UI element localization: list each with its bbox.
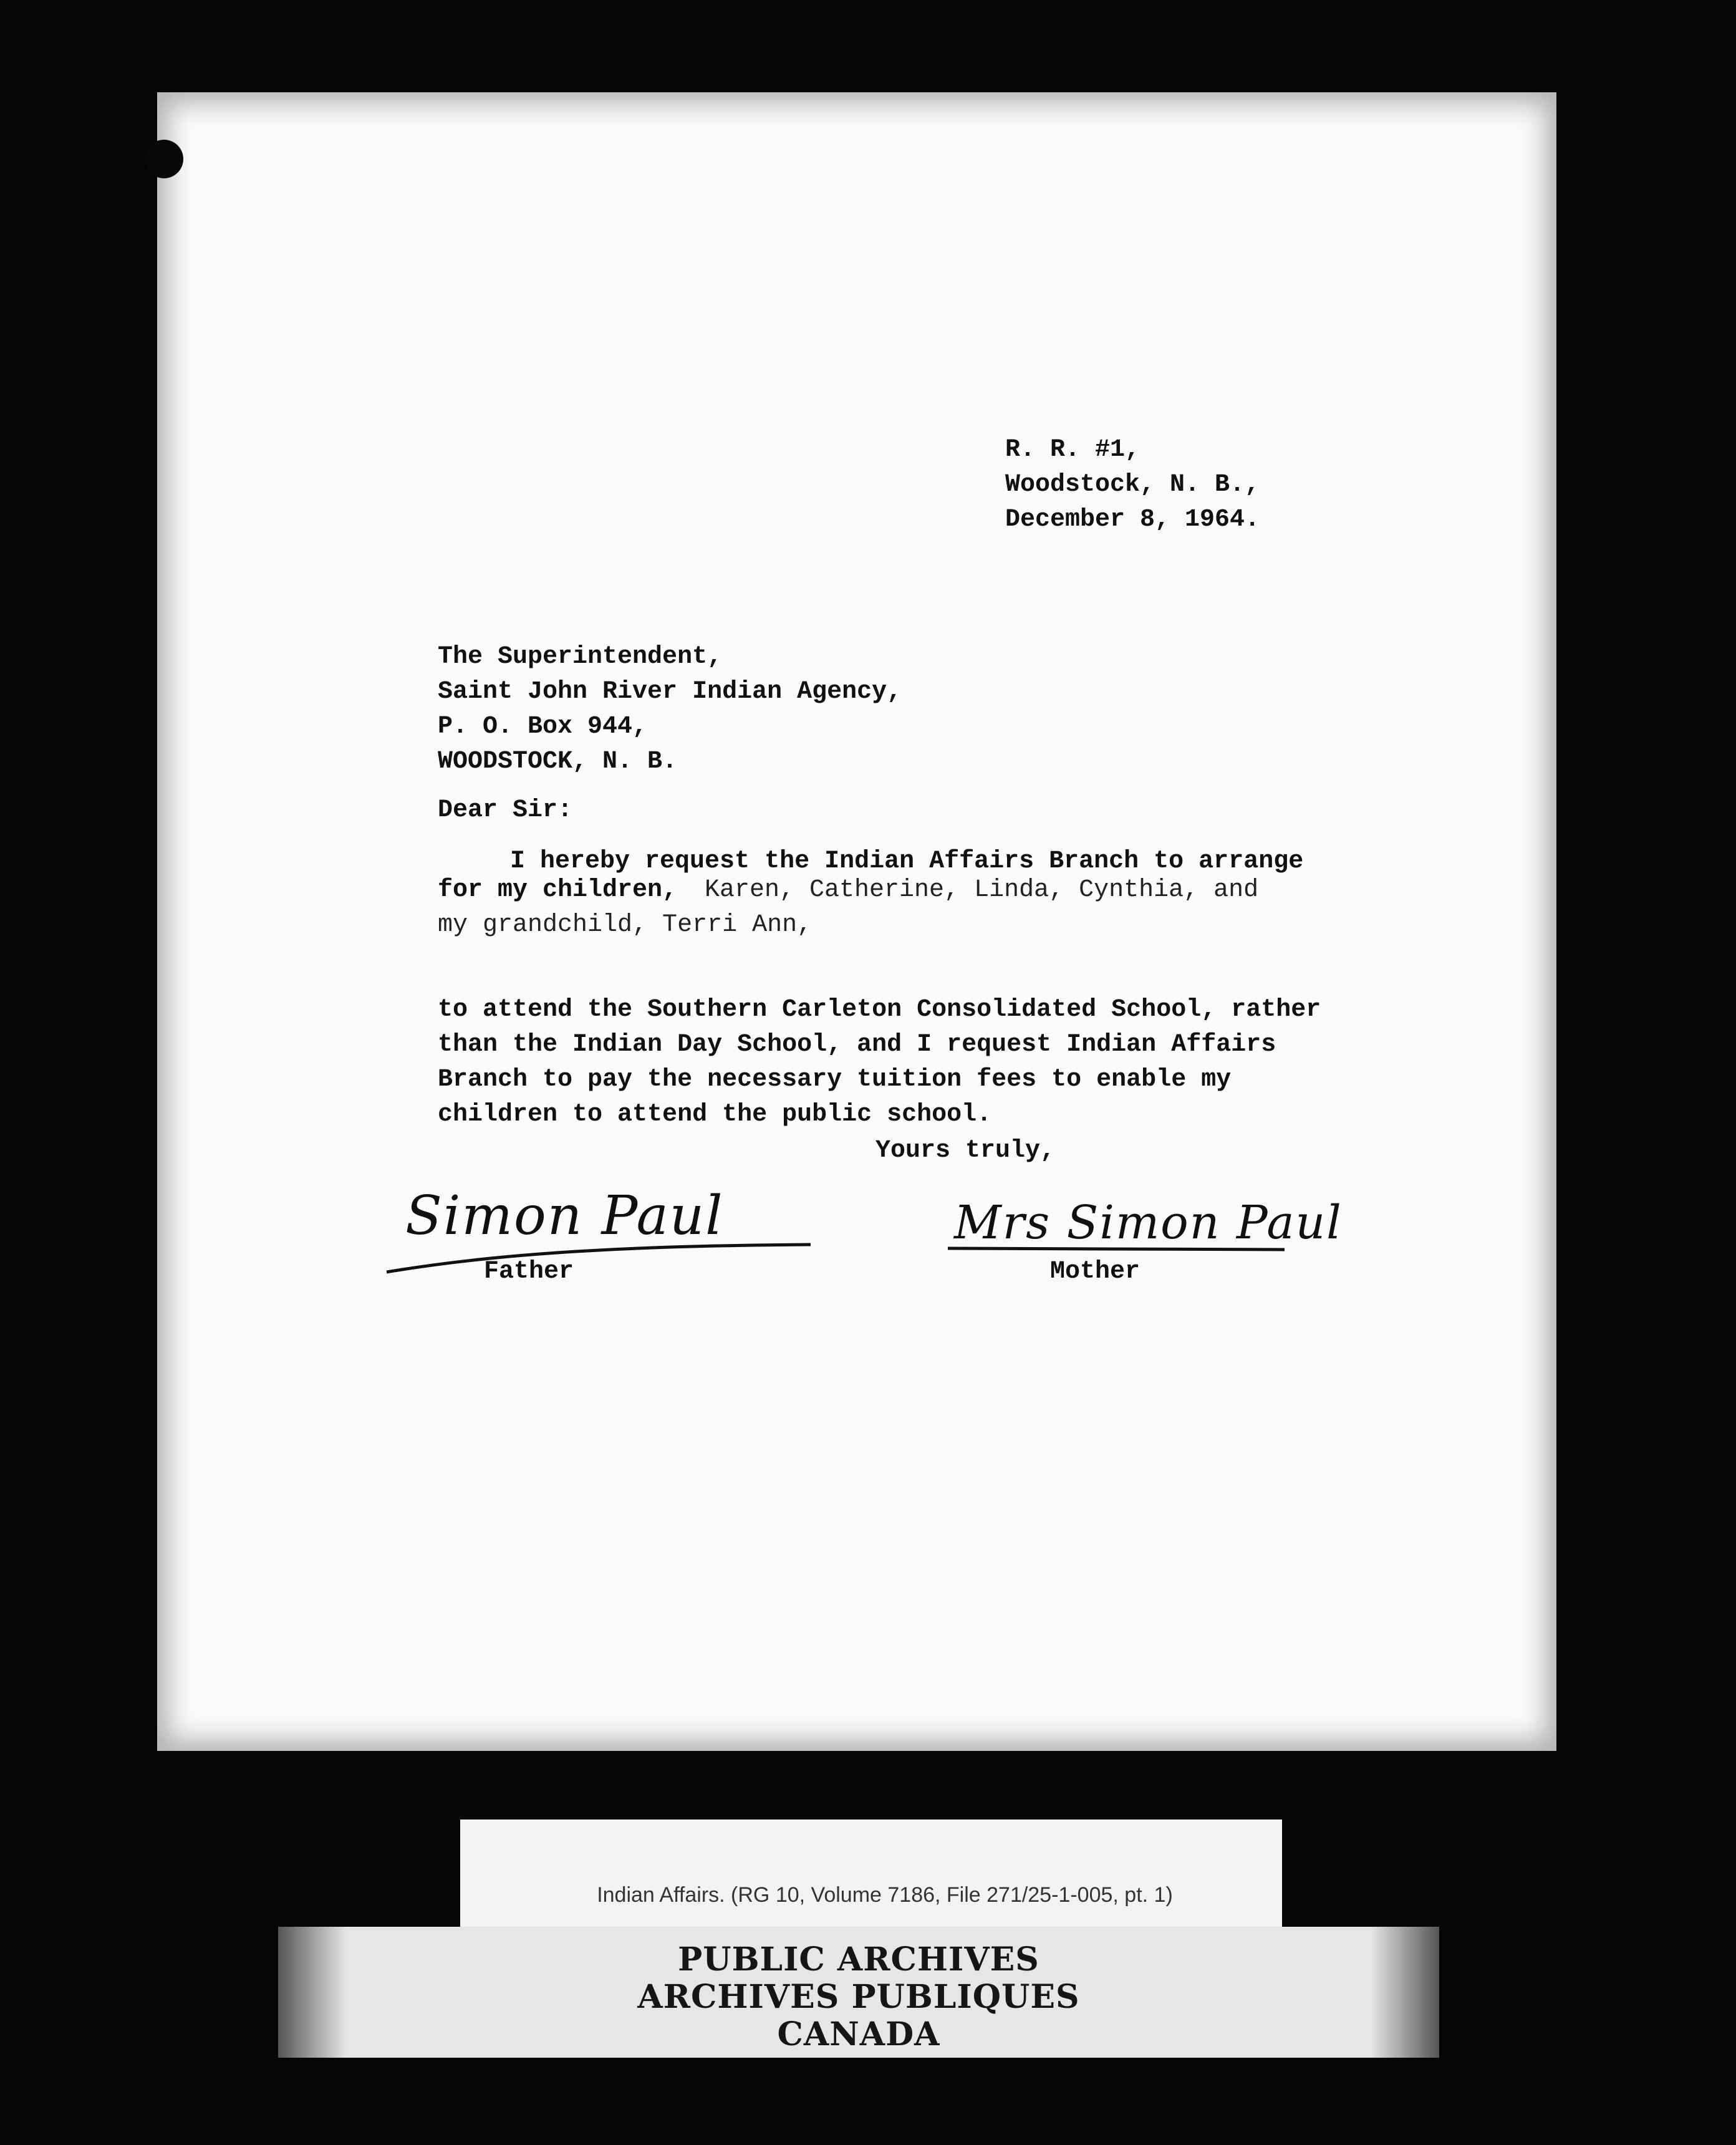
body-intro-line-2: for my children, (438, 876, 678, 904)
recipient-line-4: WOODSTOCK, N. B. (438, 748, 678, 776)
sender-address-line-1: R. R. #1, (1005, 436, 1140, 464)
body-intro-line-1: I hereby request the Indian Affairs Branch to arrange (510, 847, 1304, 875)
body-line-1: to attend the Southern Carleton Consolidated School, rather (438, 996, 1321, 1024)
letter-date: December 8, 1964. (1005, 506, 1260, 534)
father-signature: Simon Paul (405, 1185, 724, 1247)
stamp-line-3: CANADA (777, 2015, 940, 2053)
archive-stamp (278, 1927, 1439, 2058)
stamp-line-2: ARCHIVES PUBLIQUES (637, 1978, 1080, 2016)
archive-reference: Indian Affairs. (RG 10, Volume 7186, File 271/25-1-005, pt. 1) (597, 1883, 1173, 1907)
salutation: Dear Sir: (438, 796, 573, 824)
letter-page (157, 92, 1556, 1751)
body-line-3: Branch to pay the necessary tuition fees to enable my (438, 1066, 1232, 1094)
sender-address-line-2: Woodstock, N. B., (1005, 471, 1260, 499)
mother-signature: Mrs Simon Paul (954, 1196, 1343, 1250)
punch-hole (145, 140, 183, 178)
body-line-2: than the Indian Day School, and I request Indian Affairs (438, 1031, 1276, 1059)
grandchild-line: my grandchild, Terri Ann, (438, 911, 813, 939)
children-names: Karen, Catherine, Linda, Cynthia, and (705, 876, 1259, 904)
archive-reference-card (460, 1820, 1282, 1939)
recipient-line-2: Saint John River Indian Agency, (438, 678, 902, 706)
father-label: Father (484, 1258, 574, 1286)
body-line-4: children to attend the public school. (438, 1101, 992, 1129)
recipient-line-1: The Superintendent, (438, 643, 723, 671)
stamp-line-1: PUBLIC ARCHIVES (678, 1940, 1039, 1979)
mother-label: Mother (1050, 1258, 1140, 1286)
father-signature-flourish (387, 1241, 823, 1278)
recipient-line-3: P. O. Box 944, (438, 713, 648, 741)
closing: Yours truly, (875, 1137, 1056, 1165)
